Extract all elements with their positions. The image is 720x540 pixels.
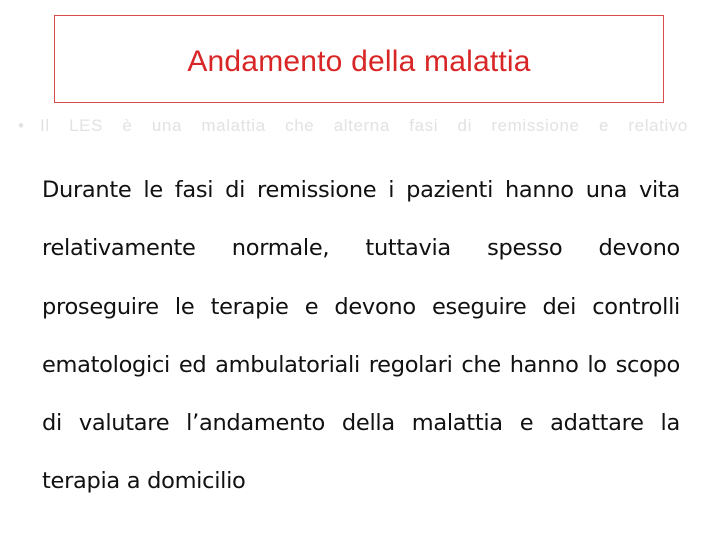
body-paragraph: Durante le fasi di remissione i pazienti hanno una vita relativamente normale, tuttavia spesso devono proseguire le terapie e devono eseguire dei controlli ematologici ed ambulatoriali regolari che hanno lo scopo di valutare l’andamento della malattia e adattare la terapia a domicilio xyxy=(42,177,680,495)
bullet-icon: • xyxy=(18,116,24,135)
slide-title: Andamento della malattia xyxy=(187,45,531,78)
title-box xyxy=(54,15,664,103)
faded-bullet-text: Il LES è una malattia che alterna fasi di remissione e relativo xyxy=(40,116,688,135)
faded-bullet-line xyxy=(18,116,688,136)
